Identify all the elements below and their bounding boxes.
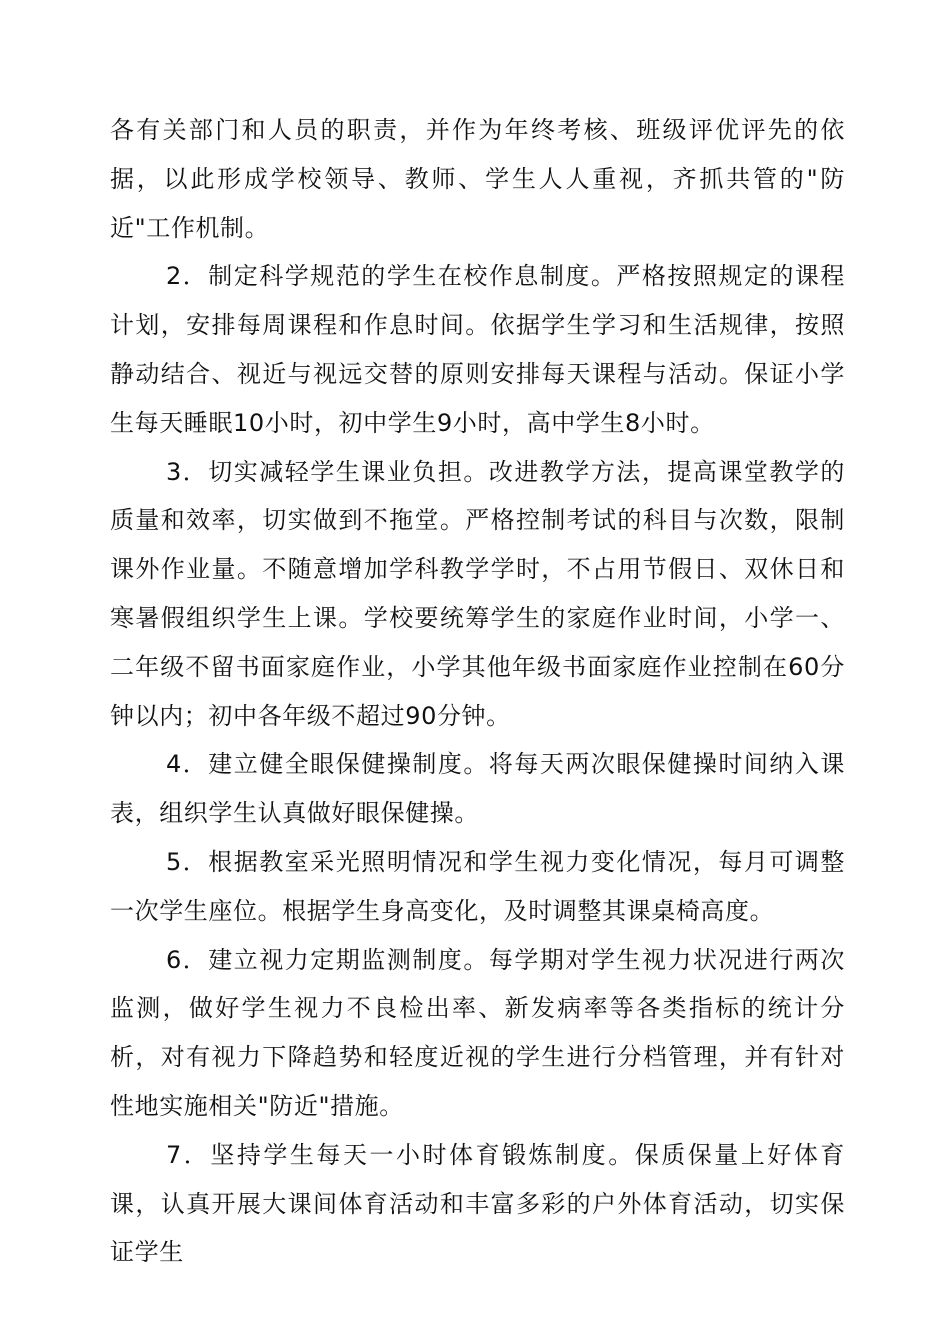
paragraph-item-5: 5．根据教室采光照明情况和学生视力变化情况，每月可调整一次学生座位。根据学生身高变化，及时调整其课桌椅高度。 <box>110 847 845 925</box>
document-page <box>110 106 845 1277</box>
paragraph-item-6: 6．建立视力定期监测制度。每学期对学生视力状况进行两次监测，做好学生视力不良检出率、新发病率等各类指标的统计分析，对有视力下降趋势和轻度近视的学生进行分档管理，并有针对性地实施相关"防近"措施。 <box>110 945 845 1120</box>
paragraph-item-3: 3．切实减轻学生课业负担。改进教学方法，提高课堂教学的质量和效率，切实做到不拖堂。严格控制考试的科目与次数，限制课外作业量。不随意增加学科教学学时，不占用节假日、双休日和寒暑假组织学生上课。学校要统筹学生的家庭作业时间，小学一、二年级不留书面家庭作业，小学其他年级书面家庭作业控制在60分钟以内；初中各年级不超过90分钟。 <box>110 457 845 730</box>
paragraph-item-4: 4．建立健全眼保健操制度。将每天两次眼保健操时间纳入课表，组织学生认真做好眼保健操。 <box>110 750 845 828</box>
paragraph-continuation: 各有关部门和人员的职责，并作为年终考核、班级评优评先的依据，以此形成学校领导、教师、学生人人重视，齐抓共管的"防近"工作机制。 <box>110 116 845 242</box>
paragraph-item-7: 7．坚持学生每天一小时体育锻炼制度。保质保量上好体育课，认真开展大课间体育活动和丰富多彩的户外体育活动，切实保证学生 <box>110 1140 845 1267</box>
paragraph-item-2: 2．制定科学规范的学生在校作息制度。严格按照规定的课程计划，安排每周课程和作息时间。依据学生学习和生活规律，按照静动结合、视近与视远交替的原则安排每天课程与活动。保证小学生每天睡眠10小时，初中学生9小时，高中学生8小时。 <box>110 262 845 437</box>
